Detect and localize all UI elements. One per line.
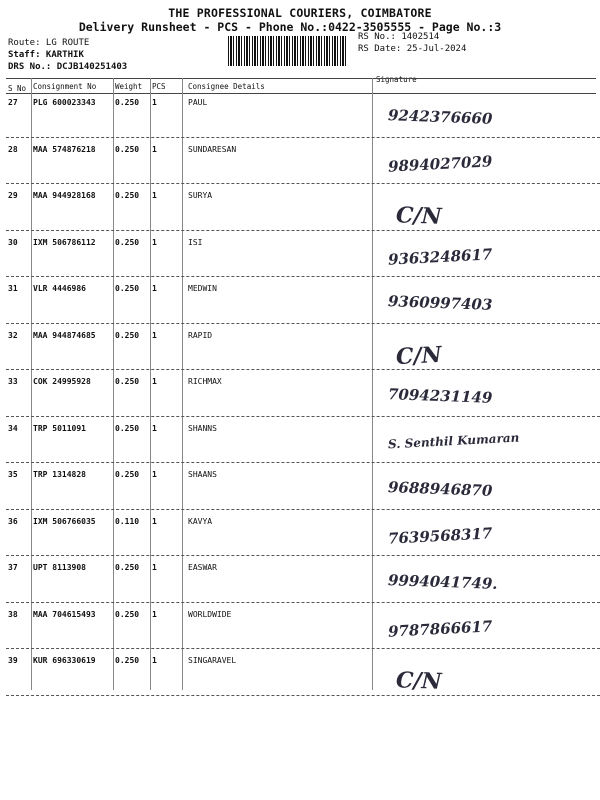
row-consignee: ISI: [188, 237, 203, 247]
row-sno: 38: [8, 609, 18, 619]
col-signature: Signature: [376, 75, 417, 84]
runsheet-subtitle: Delivery Runsheet - PCS - Phone No.:0422-3505555 - Page No.:3: [78, 20, 502, 34]
row-separator: [6, 276, 600, 277]
row-weight: 0.250: [115, 423, 140, 433]
row-separator: [6, 648, 600, 649]
col-consignee: Consignee Details: [188, 82, 265, 91]
row-sno: 32: [8, 330, 18, 340]
row-pcs: 1: [152, 284, 157, 293]
row-pcs: 1: [152, 609, 157, 619]
row-sno: 34: [8, 423, 18, 433]
col-sno: S No: [8, 84, 27, 93]
row-separator: [6, 369, 600, 370]
row-sno: 35: [8, 470, 18, 479]
barcode-image: [228, 36, 348, 66]
row-signature: 9688946870: [387, 478, 493, 500]
row-separator: [6, 230, 600, 231]
row-consignee: SHAANS: [188, 470, 217, 479]
rs-number: RS No.: 1402514: [358, 32, 440, 42]
row-consignee: RAPID: [188, 330, 213, 340]
row-consignee: SHANNS: [188, 423, 217, 433]
row-sno: 29: [8, 191, 18, 200]
row-consignment: KUR 696330619: [33, 656, 96, 665]
row-signature: C/N: [395, 202, 443, 230]
row-pcs: 1: [152, 330, 157, 340]
row-signature: 9787866617: [387, 616, 493, 641]
row-separator: [6, 695, 600, 696]
rs-date: RS Date: 25-Jul-2024: [358, 44, 467, 54]
row-separator: [6, 416, 600, 417]
row-signature: 7639568317: [387, 523, 493, 548]
row-consignee: SURYA: [188, 191, 213, 200]
row-signature: C/N: [395, 341, 443, 370]
row-separator: [6, 323, 600, 324]
row-weight: 0.250: [115, 284, 140, 293]
row-separator: [6, 555, 600, 556]
row-signature: 9363248617: [387, 244, 493, 269]
row-consignment: MAA 944874685: [33, 330, 96, 340]
row-consignee: SINGARAVEL: [188, 656, 237, 665]
row-consignee: EASWAR: [188, 563, 217, 572]
row-consignment: MAA 944928168: [33, 191, 96, 200]
row-sno: 37: [8, 563, 18, 572]
row-weight: 0.250: [115, 609, 140, 619]
row-signature: 9994041749.: [387, 571, 498, 593]
row-pcs: 1: [152, 516, 157, 526]
row-separator: [6, 602, 600, 603]
col-weight: Weight: [115, 82, 143, 91]
row-consignment: TRP 1314828: [33, 470, 86, 479]
row-signature: 9360997403: [387, 292, 493, 314]
row-signature: 7094231149: [387, 385, 493, 407]
row-consignee: KAVYA: [188, 516, 213, 526]
route-label: Route: LG ROUTE: [8, 38, 90, 48]
row-consignment: IXM 506786112: [33, 237, 96, 247]
row-signature: 9242376660: [387, 106, 493, 128]
row-pcs: 1: [152, 144, 157, 154]
row-signature: S. Senthil Kumaran: [387, 430, 520, 451]
row-consignment: MAA 704615493: [33, 609, 96, 619]
row-signature: C/N: [395, 667, 443, 695]
row-consignment: IXM 506766035: [33, 516, 96, 526]
row-consignee: MEDWIN: [188, 284, 217, 293]
row-weight: 0.250: [115, 237, 140, 247]
row-sno: 33: [8, 377, 18, 386]
row-pcs: 1: [152, 656, 157, 665]
row-weight: 0.250: [115, 191, 140, 200]
row-pcs: 1: [152, 98, 157, 107]
row-sno: 39: [8, 656, 18, 665]
row-weight: 0.250: [115, 656, 140, 665]
row-separator: [6, 462, 600, 463]
col-pcs: PCS: [152, 82, 166, 91]
row-sno: 36: [8, 516, 18, 526]
row-separator: [6, 137, 600, 138]
row-consignee: WORLDWIDE: [188, 609, 232, 619]
row-weight: 0.250: [115, 144, 140, 154]
row-weight: 0.250: [115, 98, 140, 107]
row-consignment: MAA 574876218: [33, 144, 96, 154]
row-pcs: 1: [152, 563, 157, 572]
row-pcs: 1: [152, 191, 157, 200]
row-pcs: 1: [152, 423, 157, 433]
row-consignment: COK 24995928: [33, 377, 91, 386]
row-signature: 9894027029: [387, 151, 493, 176]
row-consignment: VLR 4446986: [33, 284, 86, 293]
company-title: THE PROFESSIONAL COURIERS, COIMBATORE: [168, 6, 432, 20]
row-consignment: TRP 5011091: [33, 423, 86, 433]
row-pcs: 1: [152, 470, 157, 479]
row-separator: [6, 509, 600, 510]
row-separator: [6, 183, 600, 184]
row-weight: 0.250: [115, 377, 140, 386]
row-consignee: PAUL: [188, 98, 208, 107]
row-weight: 0.250: [115, 470, 140, 479]
header-top-rule: [6, 78, 596, 79]
table-header: [6, 75, 596, 94]
row-consignment: PLG 600023343: [33, 98, 96, 107]
row-consignment: UPT 8113908: [33, 563, 86, 572]
row-weight: 0.110: [115, 516, 140, 526]
row-pcs: 1: [152, 377, 157, 386]
row-weight: 0.250: [115, 330, 140, 340]
row-sno: 28: [8, 144, 18, 154]
row-consignee: RICHMAX: [188, 377, 222, 386]
staff-label: Staff: KARTHIK: [8, 50, 84, 60]
row-pcs: 1: [152, 237, 157, 247]
row-sno: 31: [8, 284, 18, 293]
row-consignee: SUNDARESAN: [188, 144, 237, 154]
col-consignment: Consignment No: [33, 82, 97, 91]
row-sno: 27: [8, 98, 18, 107]
row-weight: 0.250: [115, 563, 140, 572]
drs-number: DRS No.: DCJB140251403: [8, 62, 128, 72]
header-bottom-rule: [6, 93, 596, 94]
row-sno: 30: [8, 237, 18, 247]
